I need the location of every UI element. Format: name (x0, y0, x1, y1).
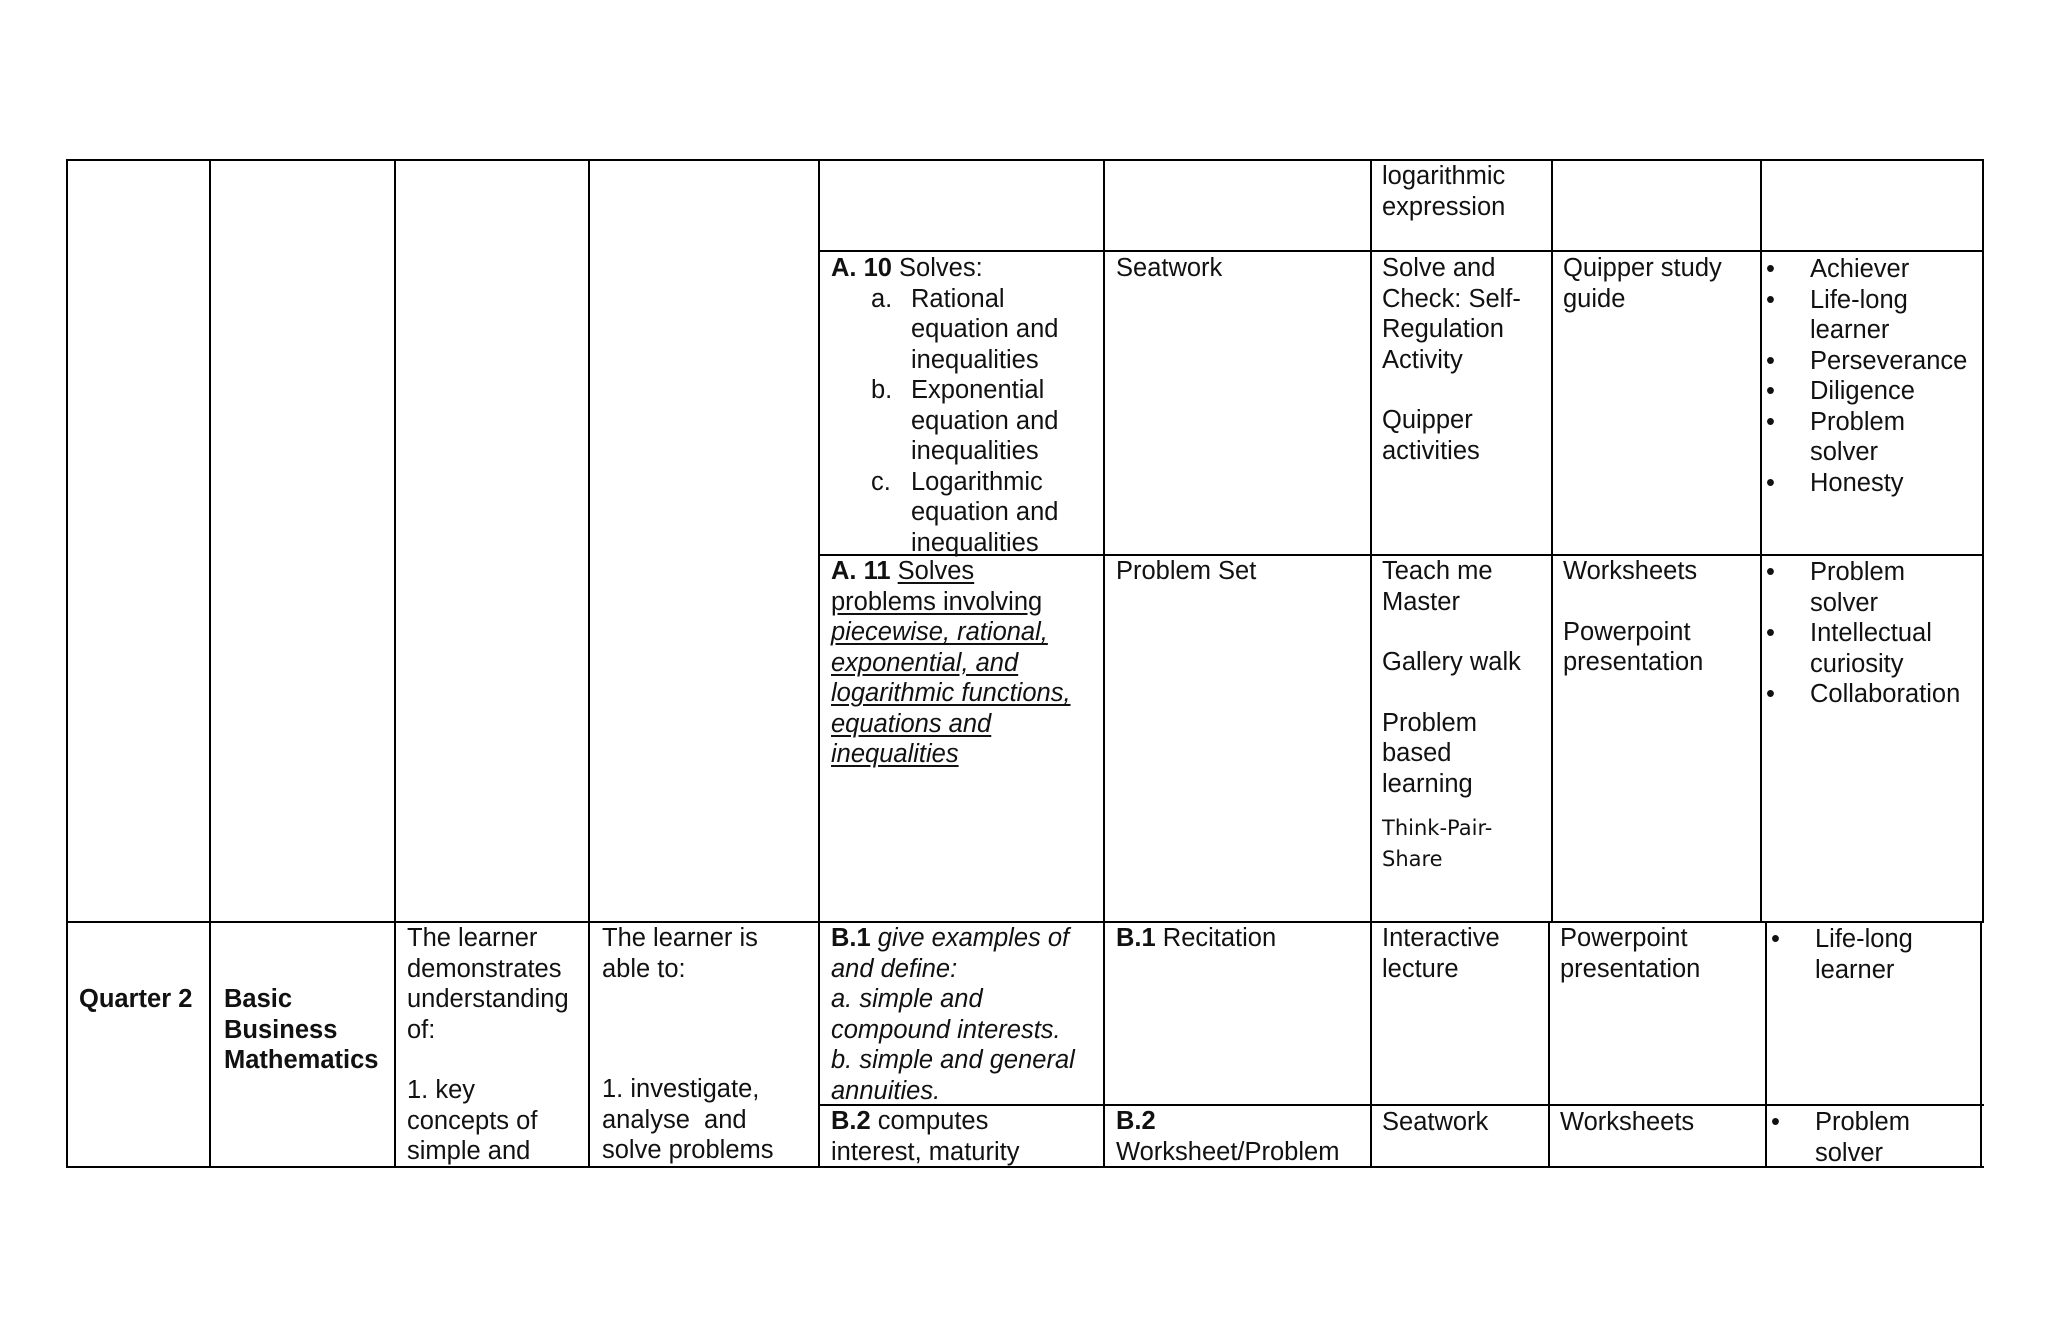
text-line: expression (1382, 192, 1506, 221)
cell-b2-resources (1560, 1107, 1694, 1138)
text-line: Gallery walk (1382, 648, 1521, 676)
bullet-icon: • (1766, 619, 1775, 647)
list-marker: b. (871, 376, 893, 404)
column-divider (1980, 921, 1982, 1168)
cell-a10-values (1762, 254, 1967, 498)
text-line: presentation (1560, 954, 1701, 983)
text-line: compound interests. (831, 1015, 1061, 1044)
cell-a10-assessment (1116, 253, 1222, 284)
text-line: Activity (1382, 345, 1463, 374)
text-line: Powerpoint (1563, 617, 1691, 646)
text-line: demonstrates (407, 954, 562, 983)
text-line: activities (1382, 436, 1480, 465)
text-line: annuities. (831, 1076, 941, 1105)
text-line: piecewise, rational, (831, 618, 1048, 646)
bullet-icon: • (1766, 285, 1775, 314)
text-line: based (1382, 739, 1452, 767)
text-line: Check: Self- (1382, 284, 1521, 313)
text-line: inequalities (911, 345, 1039, 374)
text-line: equation and (911, 406, 1059, 435)
bullet-icon: • (1766, 558, 1775, 586)
text-line: Honesty (1810, 468, 1904, 497)
text-line: a. simple and (831, 985, 983, 1013)
text-line: presentation (1563, 648, 1704, 676)
text-line: Interactive (1382, 924, 1500, 952)
text-line: solver (1815, 1138, 1884, 1167)
cell-a10-resources (1563, 253, 1722, 314)
text-line: of: (407, 1015, 436, 1044)
bullet-item (1762, 254, 1967, 285)
text-line: Rational (911, 284, 1005, 313)
column-divider (1982, 159, 1984, 922)
bullet-item (1762, 407, 1967, 468)
list-item (831, 467, 1058, 559)
text-line: Problem (1810, 558, 1905, 586)
list-item (831, 284, 1058, 376)
bullet-icon: • (1766, 468, 1775, 497)
text-line: lecture (1382, 954, 1459, 983)
cell-b1-assessment (1116, 923, 1276, 954)
text-line: equations and (831, 709, 992, 738)
cell-a10-activities (1382, 253, 1521, 466)
text-line: Worksheets (1560, 1108, 1695, 1136)
text-line: Intellectual (1810, 619, 1932, 647)
text-line: Quipper study (1563, 254, 1722, 282)
text-line: Perseverance (1810, 346, 1968, 375)
competency-text: Solves: (899, 254, 983, 282)
competency-code: B.1 (831, 924, 871, 952)
text-line: Problem (1382, 708, 1477, 737)
text-line: 1. key (407, 1076, 476, 1104)
text-line: simple and (407, 1137, 531, 1165)
column-divider (209, 159, 211, 1168)
text-line: exponential, and (831, 648, 1019, 677)
cell-performance-standard (602, 923, 774, 1166)
text-line: Exponential (911, 376, 1045, 404)
cell-b1-values (1767, 924, 1913, 985)
cell-a10-competency (831, 253, 1058, 558)
text-line: concepts of (407, 1106, 538, 1135)
bullet-item (1767, 924, 1913, 985)
bullet-icon: • (1766, 407, 1775, 436)
text-line: Share (1382, 847, 1443, 871)
text-line: Life-long (1810, 285, 1908, 314)
text-line: The learner is (602, 924, 758, 952)
text-line: Logarithmic (911, 467, 1043, 496)
bullet-icon: • (1766, 346, 1775, 375)
column-divider (394, 159, 396, 1168)
text-line: problems involving (831, 587, 1043, 616)
text-line: Problem (1810, 407, 1905, 436)
table-border-bottom (66, 1166, 1984, 1168)
text-line: solve problems (602, 1136, 774, 1164)
bullet-item (1762, 346, 1967, 377)
list-marker: c. (871, 467, 891, 496)
text-line: logarithmic functions, (831, 679, 1071, 707)
bullet-item (1762, 468, 1967, 499)
assessment-code: B.1 (1116, 924, 1156, 952)
competency-code: A. 10 (831, 254, 892, 282)
text-line: Collaboration (1810, 680, 1961, 708)
bullet-item (1767, 1107, 1910, 1168)
text-line: able to: (602, 954, 686, 983)
text-line: analyse and (602, 1105, 747, 1134)
text-line: Life-long (1815, 925, 1913, 953)
assessment-code: B.2 (1116, 1107, 1156, 1135)
list-marker: a. (871, 284, 893, 313)
cell-a11-assessment (1116, 556, 1256, 587)
text-line: Problem Set (1116, 557, 1257, 585)
bullet-item (1762, 376, 1967, 407)
text-line: interest, maturity (831, 1137, 1020, 1166)
bullet-icon: • (1766, 255, 1775, 283)
text-line: equation and (911, 315, 1059, 343)
text-line: Powerpoint (1560, 924, 1688, 952)
text-line: Mathematics (224, 1046, 379, 1074)
cell-b1-resources (1560, 923, 1700, 984)
text-line: understanding (407, 985, 569, 1013)
cell-a11-resources (1563, 556, 1703, 678)
text-line: Teach me (1382, 557, 1493, 585)
cell-b2-competency (831, 1106, 1019, 1167)
column-divider (1548, 921, 1550, 1168)
text-line: equation and (911, 498, 1059, 526)
bullet-icon: • (1766, 680, 1775, 708)
text-line: Seatwork (1382, 1108, 1489, 1136)
text-line: learner (1815, 955, 1895, 984)
text-line: Solve and (1382, 254, 1496, 282)
text-line: Business (224, 1015, 338, 1044)
competency-text: Solves (897, 557, 975, 585)
column-divider (1103, 159, 1105, 1168)
cell-b1-competency (831, 923, 1075, 1106)
table-border-top (66, 159, 1984, 161)
text-line: Problem (1815, 1108, 1910, 1136)
column-divider (818, 159, 820, 1168)
text-line: Recitation (1162, 924, 1277, 952)
text-line: solver (1810, 588, 1879, 617)
bullet-icon: • (1766, 377, 1775, 405)
text-line: Achiever (1810, 255, 1910, 283)
cell-a11-competency (831, 556, 1071, 770)
column-divider (1551, 159, 1553, 922)
text-line: Regulation (1382, 315, 1504, 343)
competency-code: B.2 (831, 1107, 871, 1135)
text-line: inequalities (911, 437, 1039, 465)
quarter-label: Quarter 2 (79, 985, 193, 1013)
text-line: inequalities (831, 740, 959, 768)
text-line: b. simple and general (831, 1046, 1075, 1074)
cell-quarter (79, 984, 192, 1015)
column-divider (588, 159, 590, 1168)
text-line: Seatwork (1116, 254, 1223, 282)
text-line: 1. investigate, (602, 1075, 760, 1103)
cell-a11-activities (1382, 556, 1521, 875)
cell-b2-activities (1382, 1107, 1488, 1138)
cell-a11-values (1762, 557, 1960, 710)
row-divider (820, 250, 1984, 252)
text-line: give examples of (877, 924, 1070, 952)
column-divider (1370, 159, 1372, 1168)
text-line: Worksheets (1563, 557, 1698, 585)
competency-code: A. 11 (831, 557, 891, 585)
text-line: Think-Pair- (1382, 816, 1493, 840)
text-line: The learner (407, 924, 538, 952)
bullet-item (1762, 285, 1967, 346)
text-line: computes (877, 1107, 989, 1135)
bullet-icon: • (1771, 1108, 1780, 1136)
cell-b1-activities (1382, 923, 1500, 984)
text-line: inequalities (911, 528, 1039, 557)
list-item (831, 375, 1058, 467)
column-divider (66, 159, 68, 1168)
text-line: learner (1810, 316, 1890, 344)
cell-b2-assessment (1116, 1106, 1339, 1167)
bullet-icon: • (1771, 925, 1780, 953)
text-line: curiosity (1810, 649, 1904, 678)
text-line: and define: (831, 954, 958, 983)
cell-subject (224, 984, 378, 1076)
text-line: Worksheet/Problem (1116, 1137, 1340, 1166)
text-line: learning (1382, 769, 1473, 798)
bullet-item (1762, 679, 1960, 710)
text-line: Basic (224, 985, 293, 1013)
cell-content-standard (407, 923, 569, 1167)
text-line: Quipper (1382, 406, 1473, 434)
text-line: solver (1810, 438, 1879, 466)
cell-b2-values (1767, 1107, 1910, 1168)
text-line: guide (1563, 284, 1626, 313)
cell-row1-activities (1382, 161, 1505, 222)
bullet-item (1762, 618, 1960, 679)
bullet-item (1762, 557, 1960, 618)
text-line: Master (1382, 587, 1460, 616)
text-line: logarithmic (1382, 162, 1506, 190)
text-line: Diligence (1810, 377, 1915, 405)
